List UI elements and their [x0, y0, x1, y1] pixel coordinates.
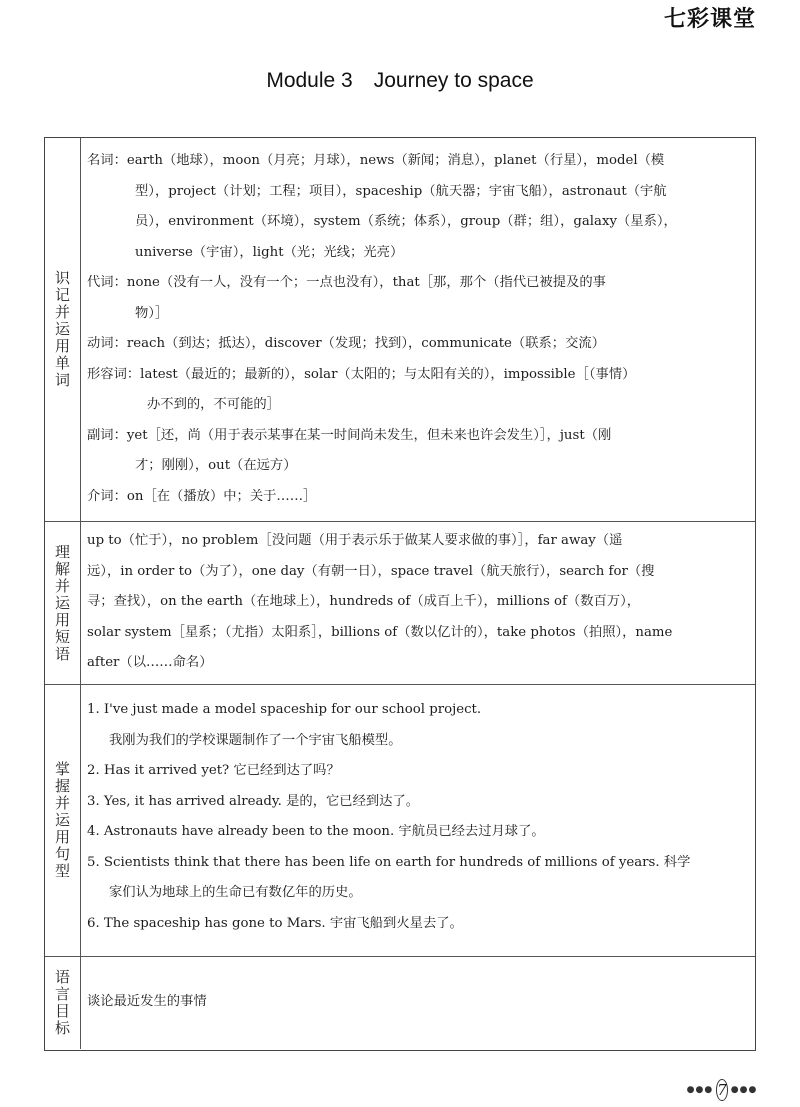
text-line: 名词：earth（地球），moon（月亮；月球），news（新闻；消息），planet（行星），model（模 — [87, 153, 665, 168]
text-line: 办不到的，不可能的］ — [147, 397, 280, 412]
text-line: 谈论最近发生的事情 — [87, 994, 207, 1009]
sentence-continuation: 家们认为地球上的生命已有数亿年的历史。 — [109, 885, 362, 900]
text-line: 副词：yet［还，尚（用于表示某事在某一时间尚未发生，但未来也许会发生）］，just（刚 — [87, 427, 612, 443]
section-label: 语言目标 — [45, 957, 81, 1049]
section-label: 理解并运用短语 — [45, 522, 81, 684]
text-line: solar system［星系；（尤指）太阳系］，billions of（数以亿计的），take photos（拍照），name — [87, 624, 673, 640]
sentence: 1. I've just made a model spaceship for our school project. — [87, 702, 482, 717]
text-line: 形容词：latest（最近的；最新的），solar（太阳的；与太阳有关的），impossible［（事情） — [87, 366, 636, 382]
section-content — [81, 522, 755, 684]
sentence-translation: 我刚为我们的学校课题制作了一个宇宙飞船模型。 — [109, 732, 402, 748]
section-words — [45, 138, 755, 522]
section-label: 识记并运用单词 — [45, 138, 81, 521]
text-line: after（以……命名） — [87, 655, 213, 670]
text-line: 型），project（计划；工程；项目），spaceship（航天器；宇宙飞船），astronaut（宇航 — [135, 183, 667, 199]
publisher-logo: 七彩课堂 — [663, 7, 756, 32]
section-content — [81, 138, 755, 521]
page-number-badge — [688, 1078, 756, 1102]
text-line: 员），environment（环境），system（系统；体系），group（群；组），galaxy（星系）， — [135, 214, 677, 229]
sentence: 5. Scientists think that there has been life on earth for hundreds of millions of years. 科学 — [87, 854, 691, 870]
page-number: 7 — [717, 1081, 727, 1099]
section-language-goal — [45, 957, 755, 1049]
sentence: 6. The spaceship has gone to Mars. 宇宙飞船到火星去了。 — [87, 915, 463, 931]
text-line: 远），in order to（为了），one day（有朝一日），space travel（航天旅行），search for（搜 — [87, 563, 655, 579]
sentence: 2. Has it arrived yet? 它已经到达了吗？ — [87, 763, 340, 778]
text-line: 介词：on［在（播放）中；关于……］ — [87, 488, 317, 504]
section-phrases — [45, 522, 755, 685]
decorative-dots: ●●● — [730, 1085, 758, 1095]
section-content — [81, 685, 755, 956]
text-line: 代词：none（没有一人，没有一个；一点也没有），that［那，那个（指代已被提及的事 — [87, 275, 606, 290]
text-line: 寻；查找），on the earth（在地球上），hundreds of（成百上千），millions of（数百万）， — [87, 594, 641, 609]
section-sentences — [45, 685, 755, 957]
text-line: 才；刚刚），out（在远方） — [135, 458, 297, 473]
text-line: universe（宇宙），light（光；光线；光亮） — [135, 244, 404, 260]
sentence: 3. Yes, it has arrived already. 是的，它已经到达了。 — [87, 793, 420, 809]
text-line: up to（忙于），no problem［没问题（用于表示乐于做某人要求做的事）］，far away（遥 — [87, 533, 623, 548]
text-line: 物）］ — [135, 305, 169, 321]
text-line: 动词：reach（到达；抵达），discover（发现；找到），communicate（联系；交流） — [87, 336, 605, 351]
section-label: 掌握并运用句型 — [45, 685, 81, 956]
decorative-dots: ●●● — [686, 1085, 714, 1095]
vocabulary-table — [44, 137, 756, 1051]
section-content — [81, 957, 755, 1049]
sentence: 4. Astronauts have already been to the moon. 宇航员已经去过月球了。 — [87, 824, 545, 839]
page-title: Module 3 Journey to space — [266, 69, 534, 92]
